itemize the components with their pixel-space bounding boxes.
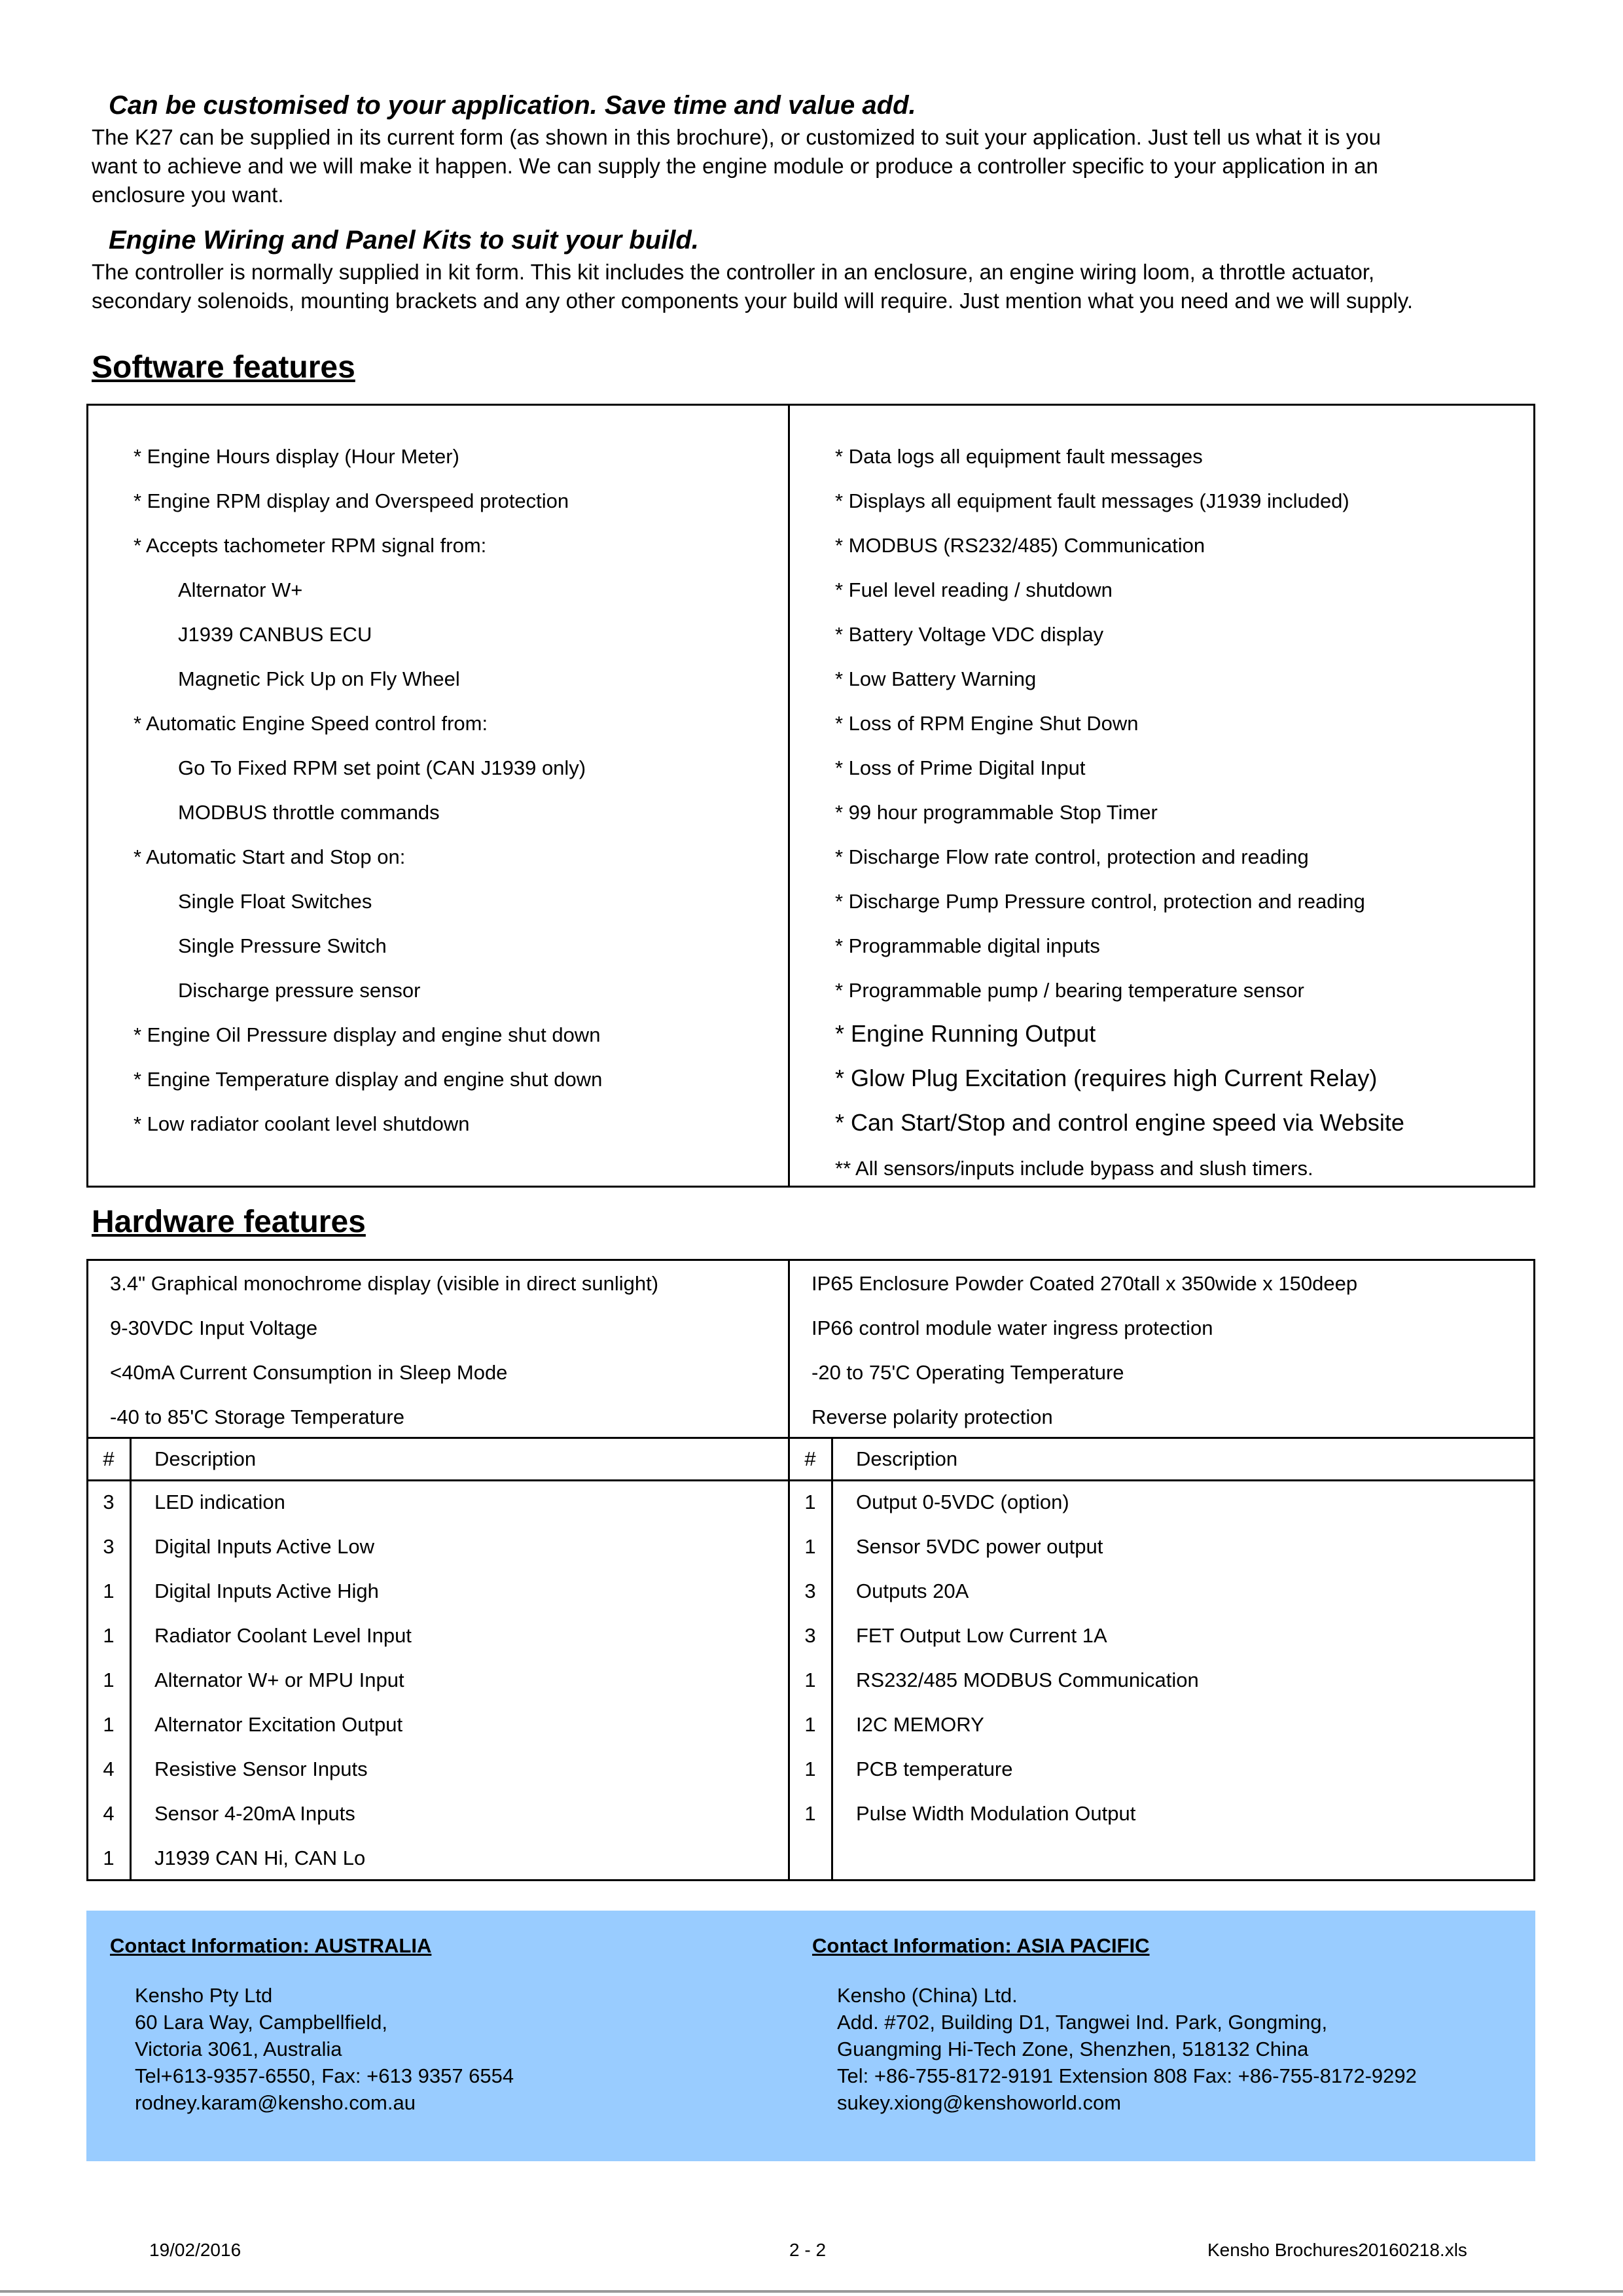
io-description: Radiator Coolant Level Input bbox=[154, 1624, 412, 1647]
hardware-features-title: Hardware features bbox=[92, 1205, 366, 1239]
contact-line: Tel: +86-755-8172-9191 Extension 808 Fax: +86-755-8172-9292 bbox=[837, 2064, 1417, 2087]
io-quantity: 1 bbox=[804, 1669, 816, 1691]
io-description: Digital Inputs Active High bbox=[154, 1580, 379, 1602]
software-divider bbox=[788, 404, 790, 1188]
hardware-divider bbox=[788, 1259, 790, 1881]
contact-line: sukey.xiong@kenshoworld.com bbox=[837, 2091, 1122, 2114]
software-feature-item: * Glow Plug Excitation (requires high Current Relay) bbox=[835, 1065, 1378, 1091]
paragraph-line: want to achieve and we will make it happen. We can supply the engine module or produce a controller specific to your application in an bbox=[92, 154, 1378, 178]
software-feature-item: * Loss of RPM Engine Shut Down bbox=[835, 712, 1139, 735]
io-quantity: 4 bbox=[103, 1802, 115, 1825]
io-description: Resistive Sensor Inputs bbox=[154, 1757, 368, 1780]
heading-customised: Can be customised to your application. Save time and value add. bbox=[109, 91, 916, 120]
contact-panel bbox=[86, 1911, 1535, 2161]
software-feature-item: * Engine Oil Pressure display and engine shut down bbox=[134, 1023, 601, 1046]
io-description: Sensor 5VDC power output bbox=[856, 1535, 1103, 1558]
software-feature-item: * Engine Temperature display and engine shut down bbox=[134, 1068, 603, 1091]
io-description: Alternator W+ or MPU Input bbox=[154, 1669, 404, 1691]
io-description: J1939 CAN Hi, CAN Lo bbox=[154, 1846, 366, 1869]
heading-wiring-kits: Engine Wiring and Panel Kits to suit your build. bbox=[109, 226, 699, 255]
software-feature-item: * Programmable digital inputs bbox=[835, 934, 1100, 957]
hardware-spec-item: -20 to 75'C Operating Temperature bbox=[812, 1361, 1124, 1384]
paragraph-line: The controller is normally supplied in kit form. This kit includes the controller in an enclosure, an engine wiring loom, a throttle actuator, bbox=[92, 260, 1375, 284]
hardware-qty-divider-left bbox=[130, 1437, 132, 1881]
hardware-spec-item: 3.4" Graphical monochrome display (visible in direct sunlight) bbox=[110, 1272, 659, 1295]
io-quantity: 1 bbox=[103, 1624, 115, 1647]
io-description: FET Output Low Current 1A bbox=[856, 1624, 1107, 1647]
io-description: Alternator Excitation Output bbox=[154, 1713, 403, 1736]
io-quantity: 3 bbox=[804, 1580, 816, 1602]
contact-line: Kensho (China) Ltd. bbox=[837, 1984, 1018, 2007]
software-feature-item: J1939 CANBUS ECU bbox=[178, 623, 372, 646]
software-feature-item: * Engine RPM display and Overspeed protection bbox=[134, 489, 569, 512]
io-description: PCB temperature bbox=[856, 1757, 1013, 1780]
contact-line: 60 Lara Way, Campbellfield, bbox=[135, 2011, 387, 2034]
col-hash-left: # bbox=[103, 1447, 115, 1470]
paragraph-wiring-kits bbox=[92, 258, 1413, 315]
software-feature-item: Discharge pressure sensor bbox=[178, 979, 421, 1002]
software-feature-item: * 99 hour programmable Stop Timer bbox=[835, 801, 1158, 824]
io-quantity: 1 bbox=[804, 1802, 816, 1825]
software-feature-item: * Fuel level reading / shutdown bbox=[835, 578, 1113, 601]
io-quantity: 1 bbox=[804, 1535, 816, 1558]
io-description: Digital Inputs Active Low bbox=[154, 1535, 375, 1558]
software-feature-item: * Can Start/Stop and control engine speed via Website bbox=[835, 1109, 1404, 1136]
col-description-right: Description bbox=[856, 1447, 958, 1470]
contact-australia-details bbox=[135, 1982, 514, 2116]
hardware-features-table bbox=[86, 1259, 1535, 1881]
io-description: Outputs 20A bbox=[856, 1580, 969, 1602]
contact-australia-title: Contact Information: AUSTRALIA bbox=[110, 1934, 432, 1957]
io-description: LED indication bbox=[154, 1491, 285, 1513]
footer-date: 19/02/2016 bbox=[149, 2240, 241, 2260]
hardware-spec-divider bbox=[86, 1437, 1535, 1439]
io-quantity: 4 bbox=[103, 1757, 115, 1780]
io-quantity: 1 bbox=[804, 1491, 816, 1513]
contact-line: Add. #702, Building D1, Tangwei Ind. Park, Gongming, bbox=[837, 2011, 1328, 2034]
col-hash-right: # bbox=[804, 1447, 816, 1470]
io-description: Pulse Width Modulation Output bbox=[856, 1802, 1136, 1825]
software-features-title: Software features bbox=[92, 350, 355, 385]
software-feature-item: Go To Fixed RPM set point (CAN J1939 only) bbox=[178, 756, 586, 779]
io-quantity: 1 bbox=[804, 1713, 816, 1736]
io-description: RS232/485 MODBUS Communication bbox=[856, 1669, 1199, 1691]
io-quantity: 3 bbox=[103, 1535, 115, 1558]
io-quantity: 1 bbox=[103, 1846, 115, 1869]
hardware-spec-item: 9-30VDC Input Voltage bbox=[110, 1316, 318, 1339]
io-description: Output 0-5VDC (option) bbox=[856, 1491, 1069, 1513]
software-feature-item: * Engine Running Output bbox=[835, 1020, 1096, 1047]
io-quantity: 3 bbox=[804, 1624, 816, 1647]
contact-asia-title: Contact Information: ASIA PACIFIC bbox=[812, 1934, 1150, 1957]
contact-line: Tel+613-9357-6550, Fax: +613 9357 6554 bbox=[135, 2064, 514, 2087]
software-feature-item: * Programmable pump / bearing temperature sensor bbox=[835, 979, 1304, 1002]
hardware-header-divider bbox=[86, 1479, 1535, 1481]
hardware-spec-item: IP65 Enclosure Powder Coated 270tall x 350wide x 150deep bbox=[812, 1272, 1358, 1295]
software-feature-item: * Loss of Prime Digital Input bbox=[835, 756, 1086, 779]
software-feature-item: * Automatic Start and Stop on: bbox=[134, 845, 406, 868]
hardware-spec-item: <40mA Current Consumption in Sleep Mode bbox=[110, 1361, 508, 1384]
software-feature-item: * MODBUS (RS232/485) Communication bbox=[835, 534, 1205, 557]
software-feature-item: * Accepts tachometer RPM signal from: bbox=[134, 534, 487, 557]
software-feature-item: Magnetic Pick Up on Fly Wheel bbox=[178, 667, 460, 690]
paragraph-customised bbox=[92, 123, 1381, 209]
io-quantity: 3 bbox=[103, 1491, 115, 1513]
io-quantity: 1 bbox=[804, 1757, 816, 1780]
io-quantity: 1 bbox=[103, 1580, 115, 1602]
software-feature-item: MODBUS throttle commands bbox=[178, 801, 440, 824]
software-feature-item: * Engine Hours display (Hour Meter) bbox=[134, 445, 459, 468]
contact-line: rodney.karam@kensho.com.au bbox=[135, 2091, 416, 2114]
hardware-spec-item: Reverse polarity protection bbox=[812, 1405, 1053, 1428]
bottom-rule bbox=[0, 2290, 1623, 2293]
software-feature-item: Single Pressure Switch bbox=[178, 934, 387, 957]
paragraph-line: The K27 can be supplied in its current form (as shown in this brochure), or customized to suit your application. Just tell us what it is you bbox=[92, 125, 1381, 149]
software-feature-item: * Displays all equipment fault messages (J1939 included) bbox=[835, 489, 1349, 512]
paragraph-line: secondary solenoids, mounting brackets and any other components your build will require. Just mention what you need and we will supply. bbox=[92, 289, 1414, 313]
software-feature-item: * Discharge Flow rate control, protection and reading bbox=[835, 845, 1309, 868]
software-feature-item: Single Float Switches bbox=[178, 890, 372, 913]
contact-asia-details bbox=[837, 1982, 1417, 2116]
software-feature-item: * Data logs all equipment fault messages bbox=[835, 445, 1203, 468]
col-description-left: Description bbox=[154, 1447, 257, 1470]
contact-line: Victoria 3061, Australia bbox=[135, 2038, 342, 2060]
hardware-spec-item: IP66 control module water ingress protection bbox=[812, 1316, 1213, 1339]
contact-line: Guangming Hi-Tech Zone, Shenzhen, 518132 China bbox=[837, 2038, 1309, 2060]
io-description: I2C MEMORY bbox=[856, 1713, 984, 1736]
contact-line: Kensho Pty Ltd bbox=[135, 1984, 273, 2007]
software-feature-item: * Discharge Pump Pressure control, protection and reading bbox=[835, 890, 1365, 913]
software-feature-item: * Low Battery Warning bbox=[835, 667, 1037, 690]
software-feature-item: Alternator W+ bbox=[178, 578, 303, 601]
paragraph-line: enclosure you want. bbox=[92, 183, 284, 207]
hardware-qty-divider-right bbox=[831, 1437, 833, 1881]
software-feature-item: * Battery Voltage VDC display bbox=[835, 623, 1104, 646]
software-feature-item: ** All sensors/inputs include bypass and slush timers. bbox=[835, 1157, 1313, 1180]
software-feature-item: * Low radiator coolant level shutdown bbox=[134, 1112, 470, 1135]
hardware-spec-item: -40 to 85'C Storage Temperature bbox=[110, 1405, 404, 1428]
io-quantity: 1 bbox=[103, 1669, 115, 1691]
io-description: Sensor 4-20mA Inputs bbox=[154, 1802, 355, 1825]
io-quantity: 1 bbox=[103, 1713, 115, 1736]
footer-page-number: 2 - 2 bbox=[789, 2240, 827, 2260]
software-feature-item: * Automatic Engine Speed control from: bbox=[134, 712, 488, 735]
footer-file-name: Kensho Brochures20160218.xls bbox=[1207, 2240, 1467, 2260]
